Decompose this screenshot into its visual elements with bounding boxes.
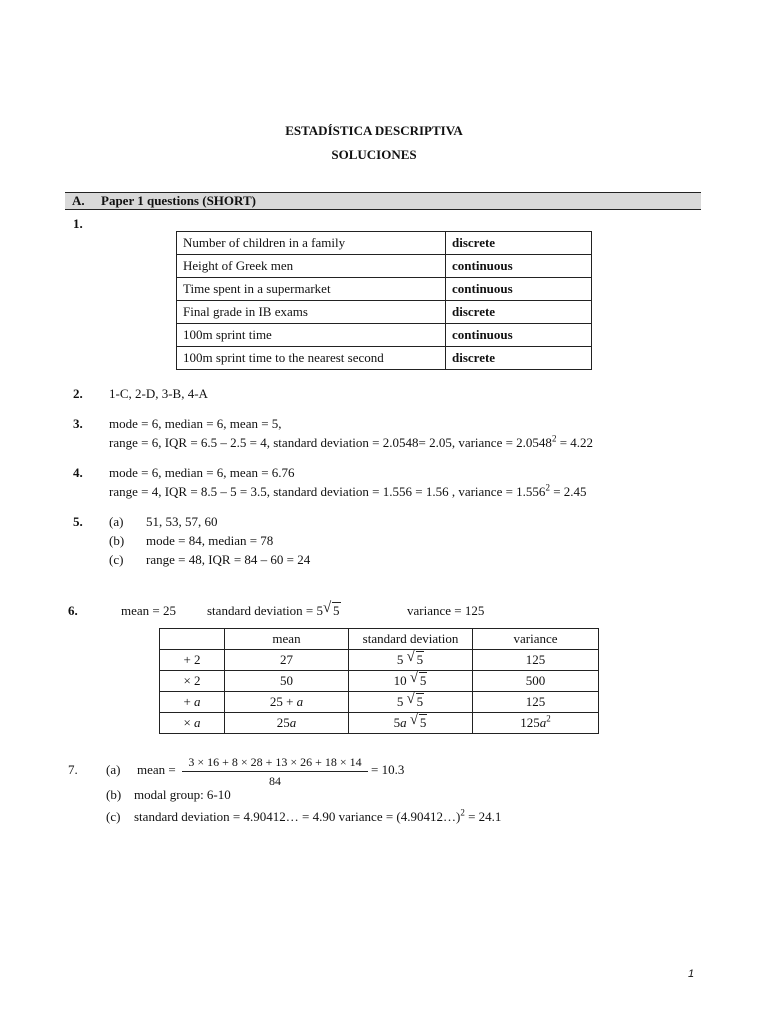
operation-cell: × a (160, 713, 225, 734)
table-row (160, 671, 599, 692)
question-6-mean: mean = 25 (121, 603, 176, 618)
table-row (160, 692, 599, 713)
type-cell: continuous (446, 278, 592, 301)
page-number: 1 (688, 968, 695, 980)
question-4-line-1: mode = 6, median = 6, mean = 6.76 (109, 465, 295, 480)
question-7-part-c: standard deviation = 4.90412… = 4.90 variance = (4.90412…)$^2$ = 24.1 (134, 807, 502, 824)
variable-cell: Number of children in a family (177, 232, 446, 255)
table-row (177, 255, 592, 278)
variance-cell: 500 (473, 671, 599, 692)
sd-cell: 5a √ 5 (349, 713, 473, 734)
question-5-number: 5. (73, 514, 83, 529)
variable-type-table (176, 231, 592, 370)
variable-cell: Height of Greek men (177, 255, 446, 278)
table-row (177, 301, 592, 324)
mean-fraction (182, 755, 368, 789)
question-7-part-b: modal group: 6-10 (134, 787, 231, 802)
type-cell: discrete (446, 232, 592, 255)
mean-cell: 50 (225, 671, 349, 692)
question-5-part-a: 51, 53, 57, 60 (146, 514, 218, 529)
question-6-sd: standard deviation = 5 √ 5 (207, 600, 340, 618)
question-5-part-a-label: (a) (109, 514, 124, 529)
column-header: mean (225, 629, 349, 650)
type-cell: discrete (446, 301, 592, 324)
sd-cell: 5 √ 5 (349, 650, 473, 671)
question-3-line-1: mode = 6, median = 6, mean = 5, (109, 416, 282, 431)
type-cell: continuous (446, 324, 592, 347)
question-7-part-a-label: (a) (106, 762, 121, 777)
variable-cell: 100m sprint time to the nearest second (177, 347, 446, 370)
question-2-answer: 1-C, 2-D, 3-B, 4-A (109, 386, 208, 401)
mean-cell: 27 (225, 650, 349, 671)
question-3-line-2: range = 6, IQR = 6.5 – 2.5 = 4, standard deviation = 2.0548= 2.05, variance = $2.0548^2 = 4.22$ (109, 433, 594, 450)
section-header (65, 192, 701, 210)
question-2-number: 2. (73, 386, 83, 401)
table-row (177, 347, 592, 370)
question-7-number: 7. (68, 762, 78, 777)
variable-cell: 100m sprint time (177, 324, 446, 347)
section-title: Paper 1 questions (SHORT) (101, 193, 256, 208)
question-7-part-c-label: (c) (106, 809, 121, 824)
table-row (177, 324, 592, 347)
question-4-number: 4. (73, 465, 83, 480)
question-7-part-b-label: (b) (106, 787, 122, 802)
operation-cell: × 2 (160, 671, 225, 692)
table-row (177, 232, 592, 255)
transform-table (159, 628, 599, 734)
table-header-row (160, 629, 599, 650)
mean-cell: 25 + a (225, 692, 349, 713)
question-7-mean-label: mean = (137, 762, 176, 777)
question-5-part-b-label: (b) (109, 533, 125, 548)
table-row (177, 278, 592, 301)
variance-cell: 125 (473, 692, 599, 713)
document-title: ESTADÍSTICA DESCRIPTIVA (285, 123, 463, 138)
question-1-number: 1. (73, 216, 83, 231)
question-4-line-2: range = 4, IQR = 8.5 – 5 = 3.5, standard deviation = 1.556 = 1.56 , variance = $1.556^2 = 2.45$ (109, 482, 587, 499)
fraction-denominator: 84 (269, 774, 281, 788)
question-5-part-c-label: (c) (109, 552, 124, 567)
sd-cell: 10 √ 5 (349, 671, 473, 692)
sd-cell: 5 √ 5 (349, 692, 473, 713)
question-5-part-c: range = 48, IQR = 84 – 60 = 24 (146, 552, 311, 567)
fraction-numerator: 3 × 16 + 8 × 28 + 13 × 26 + 18 × 14 (182, 755, 368, 772)
question-3-number: 3. (73, 416, 83, 431)
operation-cell: + a (160, 692, 225, 713)
table-row (160, 650, 599, 671)
mean-cell: 25a (225, 713, 349, 734)
variance-cell: $125a^2$ (473, 713, 599, 734)
question-6-variance: variance = 125 (407, 603, 485, 618)
column-header: standard deviation (349, 629, 473, 650)
table-row (160, 713, 599, 734)
type-cell: discrete (446, 347, 592, 370)
question-5-part-b: mode = 84, median = 78 (146, 533, 274, 548)
question-6-number: 6. (68, 603, 78, 618)
variable-cell: Time spent in a supermarket (177, 278, 446, 301)
question-7-mean-result: = 10.3 (371, 762, 405, 777)
document-subtitle: SOLUCIONES (331, 147, 417, 162)
type-cell: continuous (446, 255, 592, 278)
column-header: variance (473, 629, 599, 650)
operation-cell: + 2 (160, 650, 225, 671)
variance-cell: 125 (473, 650, 599, 671)
section-letter: A. (72, 193, 85, 208)
variable-cell: Final grade in IB exams (177, 301, 446, 324)
